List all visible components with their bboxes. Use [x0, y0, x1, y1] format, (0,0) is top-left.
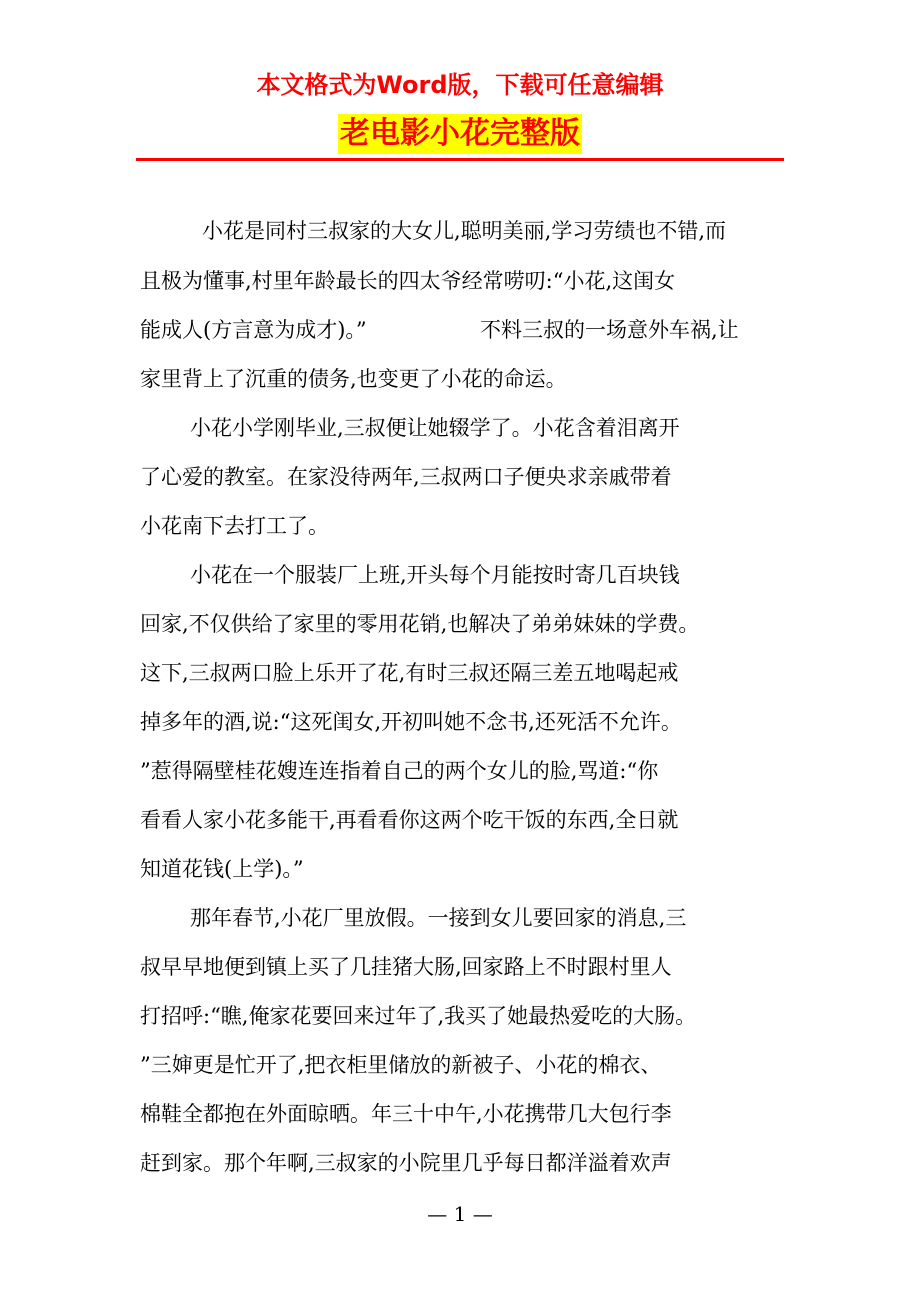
body-line: 回家,不仅供给了家里的零用花销,也解决了弟弟妹妹的学费。: [140, 612, 700, 636]
body-line: 能成人(方言意为成才)。”: [140, 318, 367, 342]
body-line: 叔早早地便到镇上买了几挂猪大肠,回家路上不时跟村里人: [140, 955, 672, 979]
body-line: ”惹得隔壁桂花嫂连连指着自己的两个女儿的脸,骂道:“你: [140, 759, 659, 783]
title-divider: [136, 158, 784, 161]
body-line: 家里背上了沉重的债务,也变更了小花的命运。: [140, 367, 567, 391]
body-line: 掉多年的酒,说:“这死闺女,开初叫她不念书,还死活不允许。: [140, 710, 682, 734]
page-number: — 1 —: [427, 1202, 493, 1226]
format-notice: 本文格式为Word版，下载可任意编辑: [256, 71, 664, 99]
body-line: ”三婶更是忙开了,把衣柜里储放的新被子、小花的棉衣、: [140, 1053, 662, 1077]
body-line: 且极为懂事,村里年龄最长的四太爷经常唠叨:“小花,这闺女: [140, 269, 676, 293]
body-line: 看看人家小花多能干,再看看你这两个吃干饭的东西,全日就: [140, 808, 679, 832]
body-line: 小花南下去打工了。: [140, 514, 329, 538]
body-line: 小花是同村三叔家的大女儿,聪明美丽,学习劳绩也不错,而: [202, 219, 727, 243]
body-line: 小花小学刚毕业,三叔便让她辍学了。小花含着泪离开: [190, 416, 680, 440]
title-container: [0, 114, 920, 154]
body-line: 打招呼:“瞧,俺家花要回来过年了,我买了她最热爱吃的大肠。: [140, 1004, 697, 1028]
body-line: 小花在一个服装厂上班,开头每个月能按时寄几百块钱: [190, 563, 680, 587]
body-line: 那年春节,小花厂里放假。一接到女儿要回家的消息,三: [190, 906, 687, 930]
body-line: 不料三叔的一场意外车祸,让: [480, 318, 739, 342]
body-line: 这下,三叔两口脸上乐开了花,有时三叔还隔三差五地喝起戒: [140, 661, 679, 685]
body-line: 棉鞋全都抱在外面晾晒。年三十中午,小花携带几大包行李: [140, 1102, 672, 1126]
body-line: 赶到家。那个年啊,三叔家的小院里几乎每日都洋溢着欢声: [140, 1151, 672, 1175]
body-line: 知道花钱(上学)。”: [140, 857, 304, 881]
body-line: 了心爱的教室。在家没待两年,三叔两口子便央求亲戚带着: [140, 465, 672, 489]
document-title: 老电影小花完整版: [338, 114, 582, 154]
